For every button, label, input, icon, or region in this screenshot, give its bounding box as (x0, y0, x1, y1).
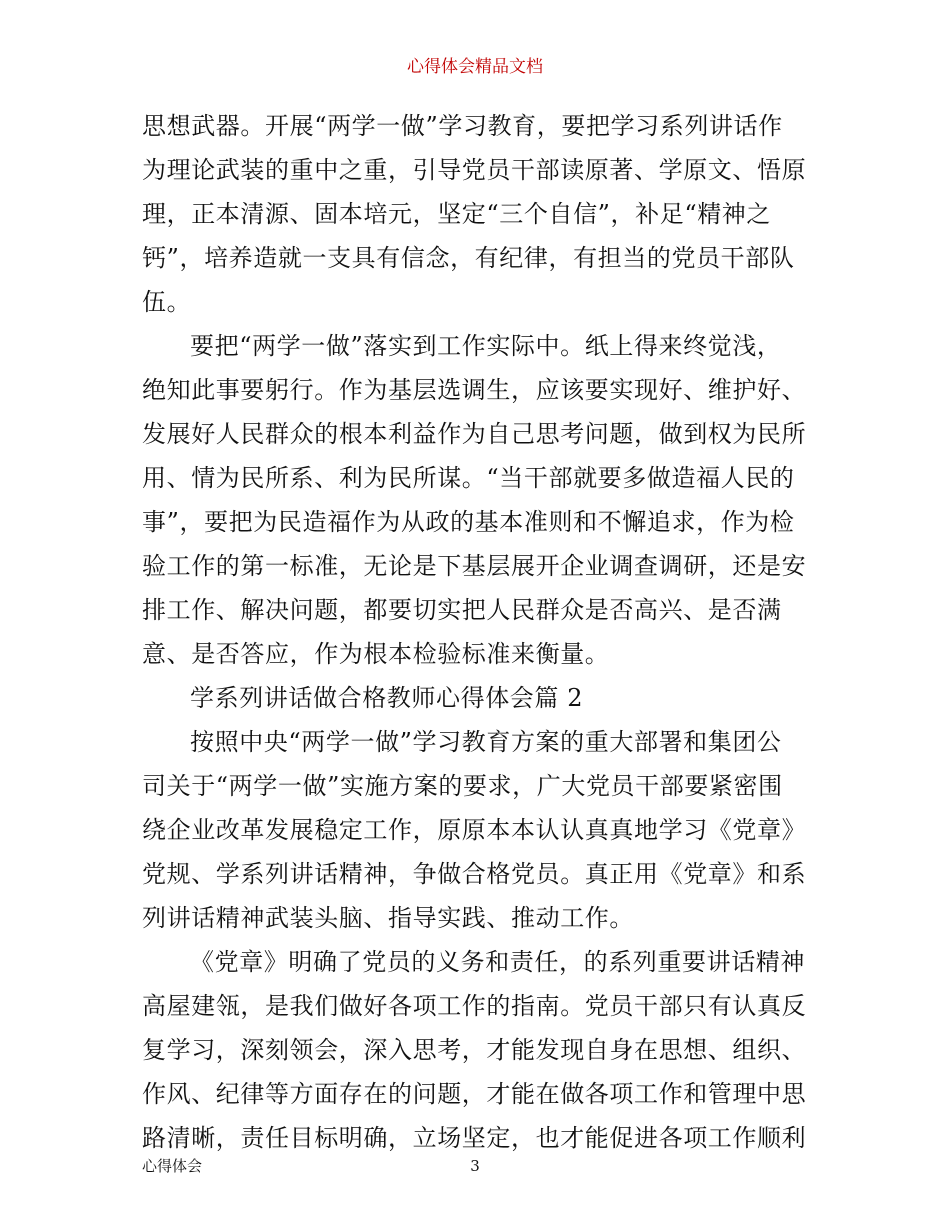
body-line: 伍。 (142, 288, 192, 316)
body-line: 用、情为民所系、利为民所谋。“当干部就要多做造福人民的 (142, 464, 795, 492)
body-line: 司关于“两学一做”实施方案的要求，广大党员干部要紧密围 (142, 772, 783, 800)
body-line: 意、是否答应，作为根本检验标准来衡量。 (142, 640, 610, 668)
document-body (142, 104, 810, 1160)
footer-label: 心得体会 (142, 1157, 203, 1175)
paragraph-start-line: 按照中央“两学一做”学习教育方案的重大部署和集团公 (190, 728, 782, 756)
body-line: 验工作的第一标准，无论是下基层展开企业调查调研，还是安 (142, 552, 807, 580)
body-line: 思想武器。开展“两学一做”学习教育，要把学习系列讲话作 (142, 112, 783, 140)
body-line: 钙”，培养造就一支具有信念，有纪律，有担当的党员干部队 (142, 244, 795, 272)
body-line: 事”，要把为民造福作为从政的基本准则和不懈追求，作为检 (142, 508, 795, 536)
body-line: 发展好人民群众的根本利益作为自己思考问题，做到权为民所 (142, 420, 807, 448)
body-line: 党规、学系列讲话精神，争做合格党员。真正用《党章》和系 (142, 860, 807, 888)
paragraph-start-line: 《党章》明确了党员的义务和责任，的系列重要讲话精神 (190, 948, 805, 976)
body-line: 复学习，深刻领会，深入思考，才能发现自身在思想、组织、 (142, 1036, 807, 1064)
body-line: 排工作、解决问题，都要切实把人民群众是否高兴、是否满 (142, 596, 782, 624)
body-line: 绝知此事要躬行。作为基层选调生，应该要实现好、维护好、 (142, 376, 807, 404)
body-line: 绕企业改革发展稳定工作，原原本本认认真真地学习《党章》 (142, 816, 807, 844)
section-heading: 学系列讲话做合格教师心得体会篇 2 (190, 684, 584, 712)
body-line: 理，正本清源、固本培元，坚定“三个自信”，补足“精神之 (142, 200, 772, 228)
body-line: 为理论武装的重中之重，引导党员干部读原著、学原文、悟原 (142, 156, 807, 184)
paragraph-start-line: 要把“两学一做”落实到工作实际中。纸上得来终觉浅， (190, 332, 782, 360)
body-line: 高屋建瓴，是我们做好各项工作的指南。党员干部只有认真反 (142, 992, 807, 1020)
body-line: 列讲话精神武装头脑、指导实践、推动工作。 (142, 904, 634, 932)
document-header-title: 心得体会精品文档 (407, 57, 543, 77)
page-number: 3 (470, 1157, 480, 1175)
body-line: 路清晰，责任目标明确，立场坚定，也才能促进各项工作顺利 (142, 1124, 807, 1152)
body-line: 作风、纪律等方面存在的问题，才能在做各项工作和管理中思 (142, 1080, 807, 1108)
